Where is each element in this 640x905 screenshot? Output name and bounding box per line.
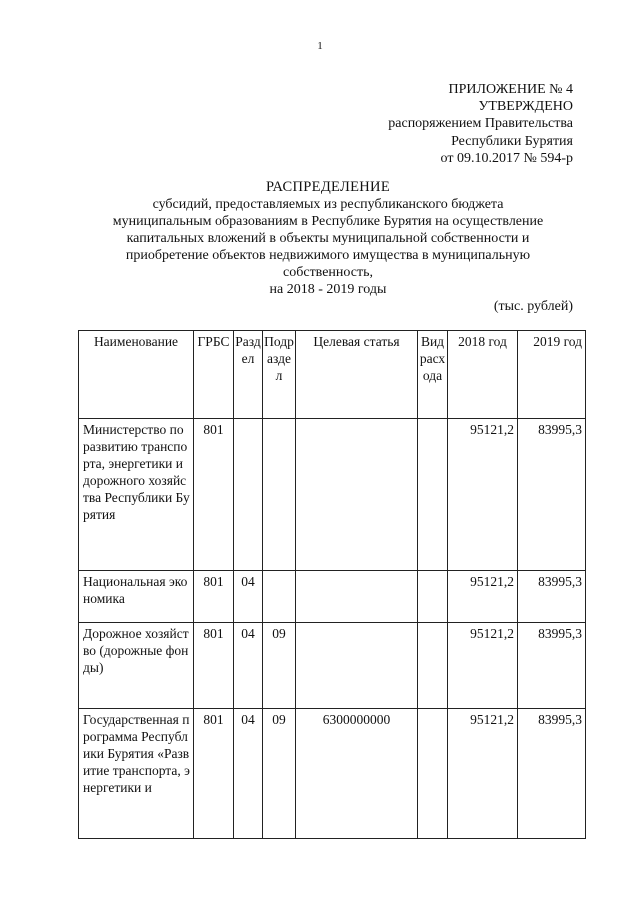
- row-name: Дорожное хозяйство (дорожные фонды): [79, 623, 194, 709]
- row-name: Министерство по развитию транспорта, энергетики и дорожного хозяйства Республики Бурятия: [79, 419, 194, 571]
- approved-by: распоряжением Правительства: [388, 116, 573, 132]
- row-razdel: 04: [234, 571, 263, 623]
- table-header-row: [79, 331, 586, 419]
- document-subtitle-line: капитальных вложений в объекты муниципальной собственности и: [126, 231, 530, 246]
- header-grbs: ГРБС: [194, 331, 234, 419]
- row-name: Национальная экономика: [79, 571, 194, 623]
- table-row: [79, 571, 586, 623]
- row-vid: [418, 419, 448, 571]
- page-number: 1: [317, 40, 323, 52]
- document-period: на 2018 - 2019 годы: [269, 282, 387, 297]
- approval-date-number: от 09.10.2017 № 594-р: [440, 150, 573, 166]
- document-title: РАСПРЕДЕЛЕНИЕ: [266, 179, 390, 195]
- units-label: (тыс. рублей): [493, 299, 573, 314]
- row-target: 6300000000: [296, 709, 418, 839]
- table-row: [79, 419, 586, 571]
- header-name: Наименование: [79, 331, 194, 419]
- header-razdel: Раздел: [234, 331, 263, 419]
- row-vid: [418, 571, 448, 623]
- document-subtitle-line: приобретение объектов недвижимого имущества в муниципальную: [125, 248, 531, 263]
- row-2018: 95121,2: [448, 419, 518, 571]
- approved-by-region: Республики Бурятия: [451, 133, 573, 149]
- row-2018: 95121,2: [448, 571, 518, 623]
- row-podrazdel: 09: [263, 709, 296, 839]
- row-target: [296, 623, 418, 709]
- row-vid: [418, 623, 448, 709]
- row-razdel: 04: [234, 623, 263, 709]
- row-2019: 83995,3: [518, 571, 586, 623]
- row-razdel: 04: [234, 709, 263, 839]
- row-target: [296, 419, 418, 571]
- document-heading: [78, 179, 578, 298]
- row-name: Государственная программа Республики Бурятия «Развитие транспорта, энергетики и: [79, 709, 194, 839]
- row-razdel: [234, 419, 263, 571]
- row-podrazdel: [263, 571, 296, 623]
- header-target: Целевая статья: [296, 331, 418, 419]
- table-row: [79, 709, 586, 839]
- appendix-label: ПРИЛОЖЕНИЕ № 4: [448, 82, 573, 97]
- document-subtitle-line: муниципальным образованиям в Республике Бурятия на осуществление: [112, 214, 544, 229]
- approved-label: УТВЕРЖДЕНО: [478, 99, 573, 115]
- row-2019: 83995,3: [518, 623, 586, 709]
- approval-stamp: [388, 81, 573, 167]
- header-vid: Вид расхода: [418, 331, 448, 419]
- row-target: [296, 571, 418, 623]
- row-podrazdel: 09: [263, 623, 296, 709]
- row-grbs: 801: [194, 571, 234, 623]
- row-podrazdel: [263, 419, 296, 571]
- row-2018: 95121,2: [448, 709, 518, 839]
- header-2018: 2018 год: [448, 331, 518, 419]
- row-2019: 83995,3: [518, 709, 586, 839]
- document-subtitle-line: собственность,: [283, 265, 373, 280]
- row-2019: 83995,3: [518, 419, 586, 571]
- row-grbs: 801: [194, 709, 234, 839]
- row-grbs: 801: [194, 419, 234, 571]
- row-2018: 95121,2: [448, 623, 518, 709]
- header-2019: 2019 год: [518, 331, 586, 419]
- row-vid: [418, 709, 448, 839]
- distribution-table: [78, 330, 586, 839]
- row-grbs: 801: [194, 623, 234, 709]
- table-row: [79, 623, 586, 709]
- document-subtitle-line: субсидий, предоставляемых из республиканского бюджета: [152, 197, 504, 212]
- header-podrazdel: Подраздел: [263, 331, 296, 419]
